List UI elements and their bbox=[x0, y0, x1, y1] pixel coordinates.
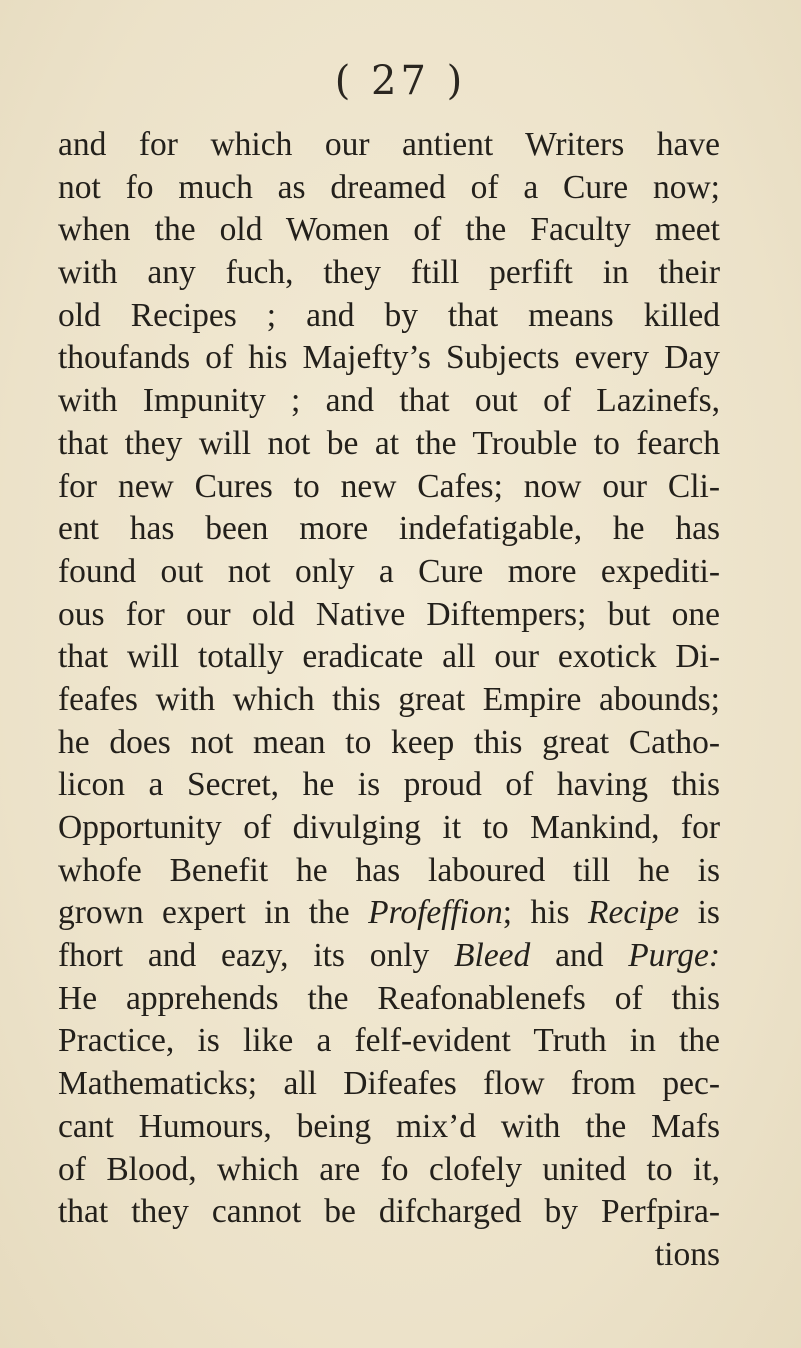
text-line bbox=[58, 1106, 720, 1149]
page-number: ( 27 ) bbox=[334, 58, 467, 104]
text-span: thoufands of his Majefty’s Subjects every Day bbox=[58, 339, 720, 377]
text-span: old Recipes ; and by that means killed bbox=[58, 296, 720, 334]
catchword: tions bbox=[654, 1235, 720, 1273]
text-line bbox=[58, 935, 720, 978]
text-span: Mathematicks; all Difeafes flow from pec- bbox=[58, 1065, 720, 1103]
text-line bbox=[58, 764, 720, 807]
body-text bbox=[58, 124, 720, 1277]
text-span: grown expert in the bbox=[58, 894, 369, 932]
text-span: cant Humours, being mix’d with the Mafs bbox=[58, 1107, 720, 1145]
text-span: feafes with which this great Empire abounds; bbox=[58, 680, 720, 718]
text-span: licon a Secret, he is proud of having this bbox=[58, 766, 720, 804]
italic-word: Recipe bbox=[588, 894, 680, 932]
text-line bbox=[58, 722, 720, 765]
text-span: not fo much as dreamed of a Cure now; bbox=[58, 168, 720, 206]
text-line bbox=[58, 1020, 720, 1063]
text-span: of Blood, which are fo clofely united to it, bbox=[58, 1150, 720, 1188]
text-span: and for which our antient Writers have bbox=[58, 126, 720, 163]
text-line bbox=[58, 551, 720, 594]
text-line bbox=[58, 124, 720, 167]
text-line bbox=[58, 636, 720, 679]
text-line bbox=[58, 850, 720, 893]
text-span: with any fuch, they ftill perfift in their bbox=[58, 254, 720, 292]
text-span: that they will not be at the Trouble to fearch bbox=[58, 424, 720, 462]
text-line bbox=[58, 679, 720, 722]
text-span: for new Cures to new Cafes; now our Cli- bbox=[58, 467, 720, 505]
text-span: is bbox=[679, 894, 720, 932]
text-span: Practice, is like a felf-evident Truth in the bbox=[58, 1022, 720, 1060]
text-line bbox=[58, 978, 720, 1021]
text-span: found out not only a Cure more expediti- bbox=[58, 552, 720, 590]
text-span: whofe Benefit he has laboured till he is bbox=[58, 851, 720, 889]
text-line bbox=[58, 209, 720, 252]
text-span: he does not mean to keep this great Catho- bbox=[58, 723, 720, 761]
text-span: that they cannot be difcharged by Perfpira- bbox=[58, 1193, 720, 1231]
text-line bbox=[58, 295, 720, 338]
text-line bbox=[58, 1063, 720, 1106]
text-span: Opportunity of divulging it to Mankind, for bbox=[58, 809, 720, 846]
italic-word: Profeffion bbox=[368, 894, 503, 932]
text-line bbox=[58, 1149, 720, 1192]
text-line bbox=[58, 380, 720, 423]
text-line bbox=[58, 807, 720, 850]
text-span: that will totally eradicate all our exotick Di- bbox=[58, 638, 720, 676]
text-span: He apprehends the Reafonablenefs of this bbox=[58, 979, 720, 1017]
italic-word: Bleed bbox=[454, 937, 531, 975]
text-line bbox=[58, 892, 720, 935]
text-span: ent has been more indefatigable, he has bbox=[58, 510, 720, 548]
text-span: when the old Women of the Faculty meet bbox=[58, 211, 720, 249]
text-line bbox=[58, 594, 720, 637]
text-span: ; his bbox=[502, 894, 589, 932]
text-line bbox=[58, 423, 720, 466]
text-line bbox=[58, 508, 720, 551]
text-span: ous for our old Native Diftempers; but one bbox=[58, 595, 720, 633]
italic-word: Purge: bbox=[628, 937, 720, 975]
text-span: with Impunity ; and that out of Lazinefs, bbox=[58, 382, 720, 420]
text-span: and bbox=[530, 937, 629, 975]
text-line bbox=[58, 167, 720, 210]
text-line bbox=[58, 1191, 720, 1234]
text-span: fhort and eazy, its only bbox=[58, 937, 455, 975]
text-line bbox=[58, 466, 720, 509]
text-line bbox=[58, 337, 720, 380]
text-line bbox=[58, 252, 720, 295]
